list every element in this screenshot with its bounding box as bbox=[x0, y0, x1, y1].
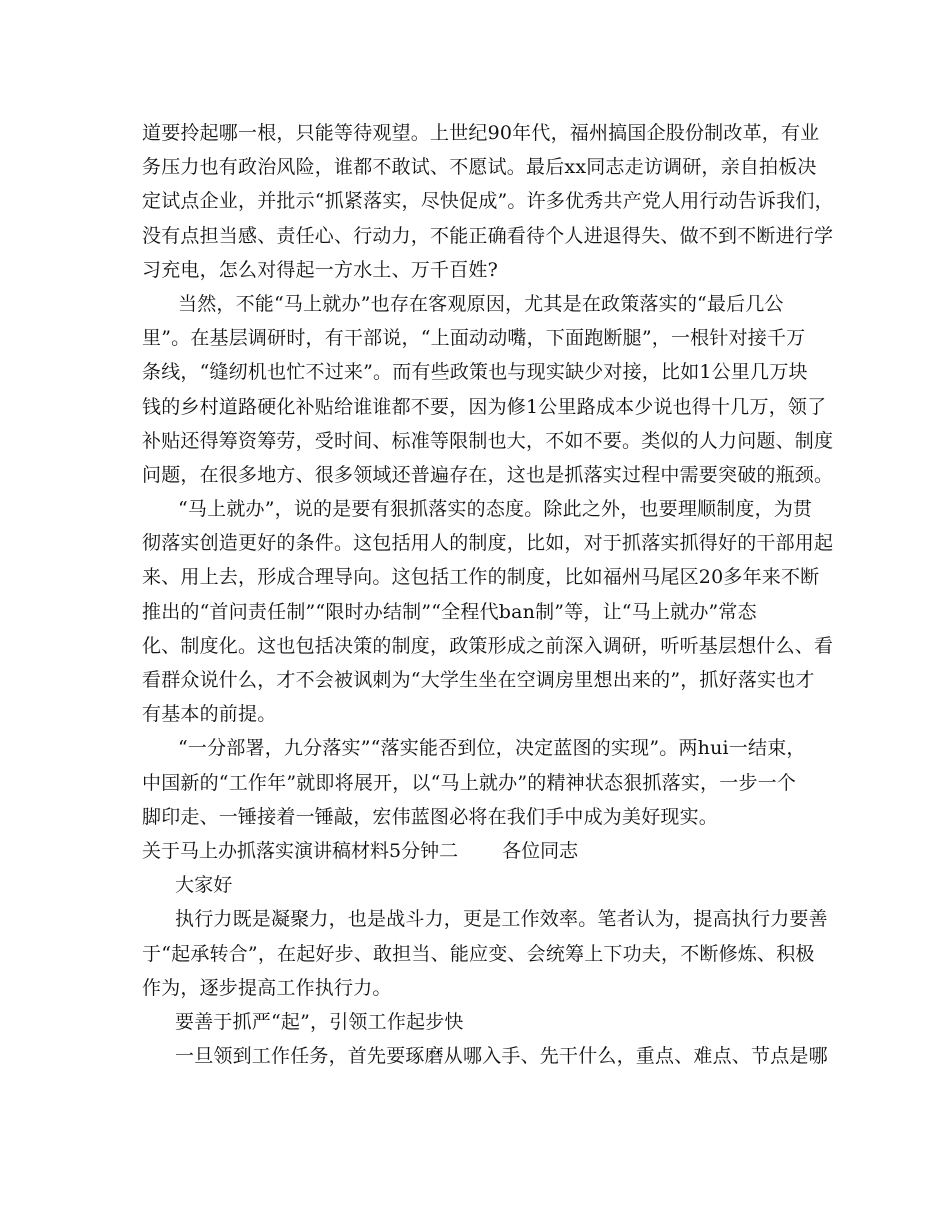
paragraph-line: 来、用上去，形成合理导向。这包括工作的制度，比如福州马尾区20多年来不断 bbox=[142, 566, 820, 589]
paragraph-line: 补贴还得筹资筹劳，受时间、标准等限制也大，不如不要。类似的人力问题、制度 bbox=[142, 429, 834, 452]
paragraph-line: 执行力既是凝聚力，也是战斗力，更是工作效率。笔者认为，提高执行力要善 bbox=[175, 908, 828, 931]
section-salutation: 各位同志 bbox=[502, 839, 579, 862]
paragraph-line: 问题，在很多地方、很多领域还普遍存在，这也是抓落实过程中需要突破的瓶颈。 bbox=[142, 463, 834, 486]
document-body bbox=[142, 116, 834, 1073]
paragraph-line: 道要拎起哪一根，只能等待观望。上世纪90年代，福州搞国企股份制改革，有业 bbox=[142, 122, 820, 144]
paragraph-line: 定试点企业，并批示“抓紧落实，尽快促成”。许多优秀共产党人用行动告诉我们， bbox=[142, 190, 834, 213]
paragraph-line: 作为，逐步提高工作执行力。 bbox=[142, 976, 392, 999]
paragraph-line: “一分部署，九分落实”“落实能否到位，决定蓝图的实现”。两hui一结束， bbox=[178, 737, 806, 760]
paragraph-line: 脚印走、一锤接着一锤敲，宏伟蓝图必将在我们手中成为美好现实。 bbox=[142, 805, 719, 828]
paragraph-line: 一旦领到工作任务，首先要琢磨从哪入手、先干什么，重点、难点、节点是哪 bbox=[175, 1045, 828, 1068]
paragraph-line: 化、制度化。这也包括决策的制度，政策形成之前深入调研，听听基层想什么、看 bbox=[142, 634, 834, 657]
paragraph-line: 于“起承转合”，在起好步、敢担当、能应变、会统筹上下功夫，不断修炼、积极 bbox=[142, 942, 815, 965]
greeting-line: 大家好 bbox=[175, 874, 233, 897]
paragraph-line: 当然，不能“马上就办”也存在客观原因，尤其是在政策落实的“最后几公 bbox=[178, 292, 784, 315]
section-heading bbox=[142, 834, 822, 868]
paragraph-line: 推出的“首问责任制”“限时办结制”“全程代ban制”等，让“马上就办”常态 bbox=[142, 600, 757, 623]
subheading-line: 要善于抓严“起”，引领工作起步快 bbox=[175, 1010, 464, 1033]
paragraph-line: “马上就办”，说的是要有狠抓落实的态度。除此之外，也要理顺制度，为贯 bbox=[178, 498, 813, 521]
paragraph-line: 有基本的前提。 bbox=[142, 703, 277, 726]
section-title: 关于马上办抓落实演讲稿材料5分钟二 bbox=[142, 839, 459, 862]
paragraph-line: 里”。在基层调研时，有干部说，“上面动动嘴，下面跑断腿”，一根针对接千万 bbox=[142, 327, 806, 350]
paragraph-line: 看群众说什么，才不会被讽刺为“大学生坐在空调房里想出来的”，抓好落实也才 bbox=[142, 669, 815, 691]
paragraph-line: 钱的乡村道路硬化补贴给谁谁都不要，因为修1公里路成本少说也得十几万，领了 bbox=[142, 395, 827, 418]
paragraph-line: 彻落实创造更好的条件。这包括用人的制度，比如，对于抓落实抓得好的干部用起 bbox=[142, 532, 834, 555]
paragraph-line: 中国新的“工作年”就即将展开，以“马上就办”的精神状态狠抓落实，一步一个 bbox=[142, 771, 797, 794]
paragraph-line: 没有点担当感、责任心、行动力，不能正确看待个人进退得失、做不到不断进行学 bbox=[142, 224, 834, 247]
paragraph-line: 务压力也有政治风险，谁都不敢试、不愿试。最后xx同志走访调研，亲自拍板决 bbox=[142, 156, 817, 179]
paragraph-line: 条线，“缝纫机也忙不过来”。而有些政策也与现实缺少对接，比如1公里几万块 bbox=[142, 361, 808, 384]
paragraph-line: 习充电，怎么对得起一方水土、万千百姓? bbox=[142, 258, 498, 281]
